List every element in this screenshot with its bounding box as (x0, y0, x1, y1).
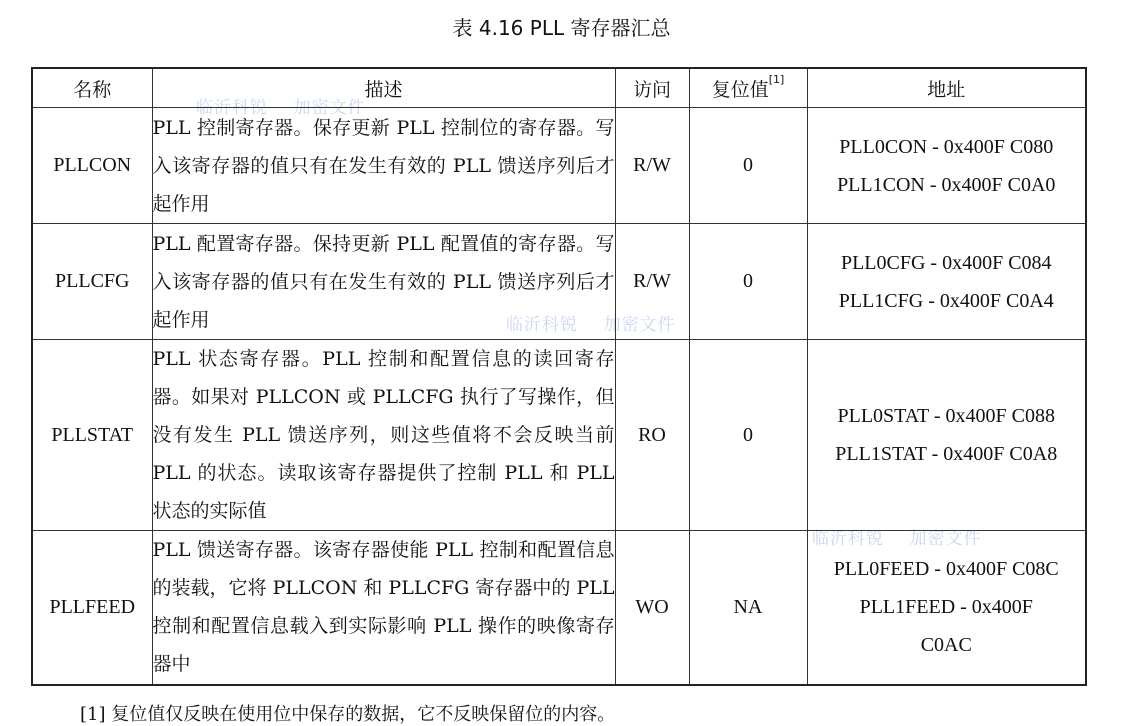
address-line: PLL1STAT - 0x400F C0A8 (835, 443, 1058, 465)
table-caption: 表 4.16 PLL 寄存器汇总 (452, 16, 671, 40)
header-reset-label: 复位值 (711, 78, 769, 101)
register-description: PLL 状态寄存器。PLL 控制和配置信息的读回寄存器。如果对 PLLCON 或 PLLCFG 执行了写操作，但没有发生 PLL 馈送序列，则这些值将不会反映当前 PLL 的状态。读取该寄存器提供了控制 PLL 和 PLL 状态的实际值 (152, 340, 615, 531)
header-reset (689, 68, 807, 108)
table-header-row (32, 68, 1086, 108)
watermark: 临沂科锐 加密文件 (506, 315, 676, 335)
footnote-marker: [1] (768, 72, 785, 86)
register-name: PLLCON (32, 108, 152, 224)
header-name: 名称 (32, 68, 152, 108)
address-line: PLL1FEED - 0x400F (859, 596, 1033, 619)
register-access: R/W (615, 108, 689, 224)
header-description: 描述 (152, 68, 615, 108)
register-address (807, 108, 1086, 224)
address-line: PLL1CFG - 0x400F C0A4 (838, 289, 1054, 312)
register-name: PLLSTAT (32, 340, 152, 531)
register-reset: 0 (689, 108, 807, 224)
address-line: C0AC (920, 634, 972, 657)
header-address: 地址 (807, 68, 1086, 108)
register-address (807, 224, 1086, 340)
register-access: R/W (615, 224, 689, 340)
watermark: 临沂科锐 加密文件 (812, 529, 982, 549)
register-address (807, 531, 1086, 685)
address-line: PLL0CFG - 0x400F C084 (840, 251, 1052, 274)
register-reset: NA (689, 531, 807, 685)
register-address (807, 340, 1086, 531)
watermark: 临沂科锐 加密文件 (196, 98, 366, 118)
footnote: [1] 复位值仅反映在使用位中保存的数据，它不反映保留位的内容。 (80, 704, 616, 725)
table-row (32, 340, 1086, 531)
register-description: PLL 控制寄存器。保存更新 PLL 控制位的寄存器。写入该寄存器的值只有在发生有效的 PLL 馈送序列后才起作用 (152, 108, 615, 224)
register-description: PLL 馈送寄存器。该寄存器使能 PLL 控制和配置信息的装载，它将 PLLCON 和 PLLCFG 寄存器中的 PLL 控制和配置信息载入到实际影响 PLL 操作的映像寄存器中 (152, 531, 615, 685)
table-row (32, 108, 1086, 224)
address-line: PLL0FEED - 0x400F C08C (833, 558, 1059, 581)
address-line: PLL1CON - 0x400F C0A0 (837, 173, 1056, 196)
address-line: PLL0STAT - 0x400F C088 (837, 405, 1055, 427)
header-access: 访问 (615, 68, 689, 108)
table-row (32, 224, 1086, 340)
register-access: WO (615, 531, 689, 685)
register-description: PLL 配置寄存器。保持更新 PLL 配置值的寄存器。写入该寄存器的值只有在发生有效的 PLL 馈送序列后才起作用 (152, 224, 615, 340)
pll-register-table (31, 67, 1087, 686)
register-reset: 0 (689, 224, 807, 340)
address-line: PLL0CON - 0x400F C080 (839, 135, 1054, 158)
register-reset: 0 (689, 340, 807, 531)
register-name: PLLCFG (32, 224, 152, 340)
register-access: RO (615, 340, 689, 531)
register-name: PLLFEED (32, 531, 152, 685)
table-row (32, 531, 1086, 685)
